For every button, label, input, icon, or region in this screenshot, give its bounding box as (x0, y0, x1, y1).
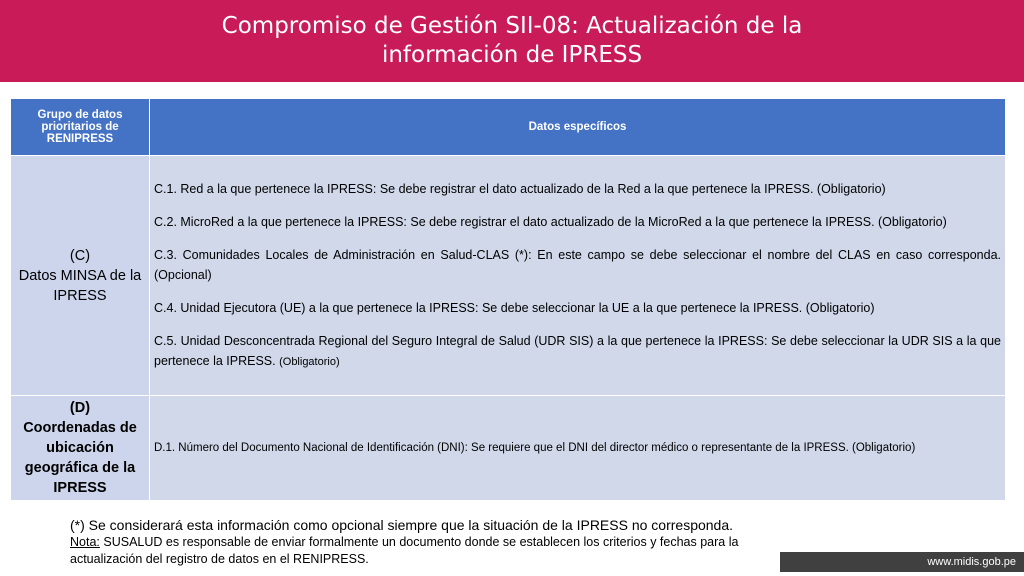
website-footer: www.midis.gob.pe (780, 552, 1024, 572)
item-c2: C.2. MicroRed a la que pertenece la IPRESS: Se debe registrar el dato actualizado de la MicroRed a la que pertenece la IPRESS. (Obligatorio) (154, 215, 947, 229)
group-c-details (150, 156, 1006, 396)
group-d-label: Coordenadas de ubicación geográfica de la IPRESS (23, 420, 137, 496)
group-d-cell (11, 396, 150, 501)
header-group: Grupo de datos prioritarios de RENIPRESS (11, 99, 150, 156)
slide-title-line2: información de IPRESS (381, 42, 643, 68)
table-row (11, 156, 1006, 396)
group-c-label: Datos MINSA de la IPRESS (18, 267, 142, 304)
item-c1: C.1. Red a la que pertenece la IPRESS: Se debe registrar el dato actualizado de la Red a la que pertenece la IPRESS. (Obligatorio) (154, 182, 886, 196)
group-c-cell (11, 156, 150, 396)
data-table (10, 98, 1006, 501)
item-c5-note: (Obligatorio) (279, 356, 340, 368)
slide-title-line1: Compromiso de Gestión SII-08: Actualización de la (221, 13, 803, 39)
title-banner (0, 0, 1024, 82)
group-d-code: (D) (69, 400, 91, 416)
item-d1: D.1. Número del Documento Nacional de Identificación (DNI): Se requiere que el DNI del director médico o representante de la IPRESS. (Obligatorio) (154, 442, 916, 454)
nota-label: Nota: (70, 535, 100, 549)
footnote (70, 517, 750, 568)
table-header-row (11, 99, 1006, 156)
group-d-details (150, 396, 1006, 501)
group-c-code: (C) (69, 247, 91, 264)
item-c3: C.3. Comunidades Locales de Administración en Salud-CLAS (*): En este campo se debe seleccionar el nombre del CLAS en caso corresponda. (Opcional) (154, 248, 1001, 282)
header-specific: Datos específicos (150, 99, 1006, 156)
nota-text: SUSALUD es responsable de enviar formalmente un documento donde se establecen los criterios y fechas para la actualización del registro de datos en el RENIPRESS. (70, 535, 739, 566)
footnote-optional: (*) Se considerará esta información como opcional siempre que la situación de la IPRESS no corresponda. (70, 517, 734, 533)
item-c4: C.4. Unidad Ejecutora (UE) a la que pertenece la IPRESS: Se debe seleccionar la UE a la que pertenece la IPRESS. (Obligatorio) (154, 301, 875, 315)
footnote-nota (70, 534, 750, 568)
item-c5 (154, 331, 1001, 372)
table-row (11, 396, 1006, 501)
item-c5-text: C.5. Unidad Desconcentrada Regional del Seguro Integral de Salud (UDR SIS) a la que pertenece la IPRESS: Se debe seleccionar la UDR SIS a la que pertenece la IPRESS. (154, 334, 1001, 368)
